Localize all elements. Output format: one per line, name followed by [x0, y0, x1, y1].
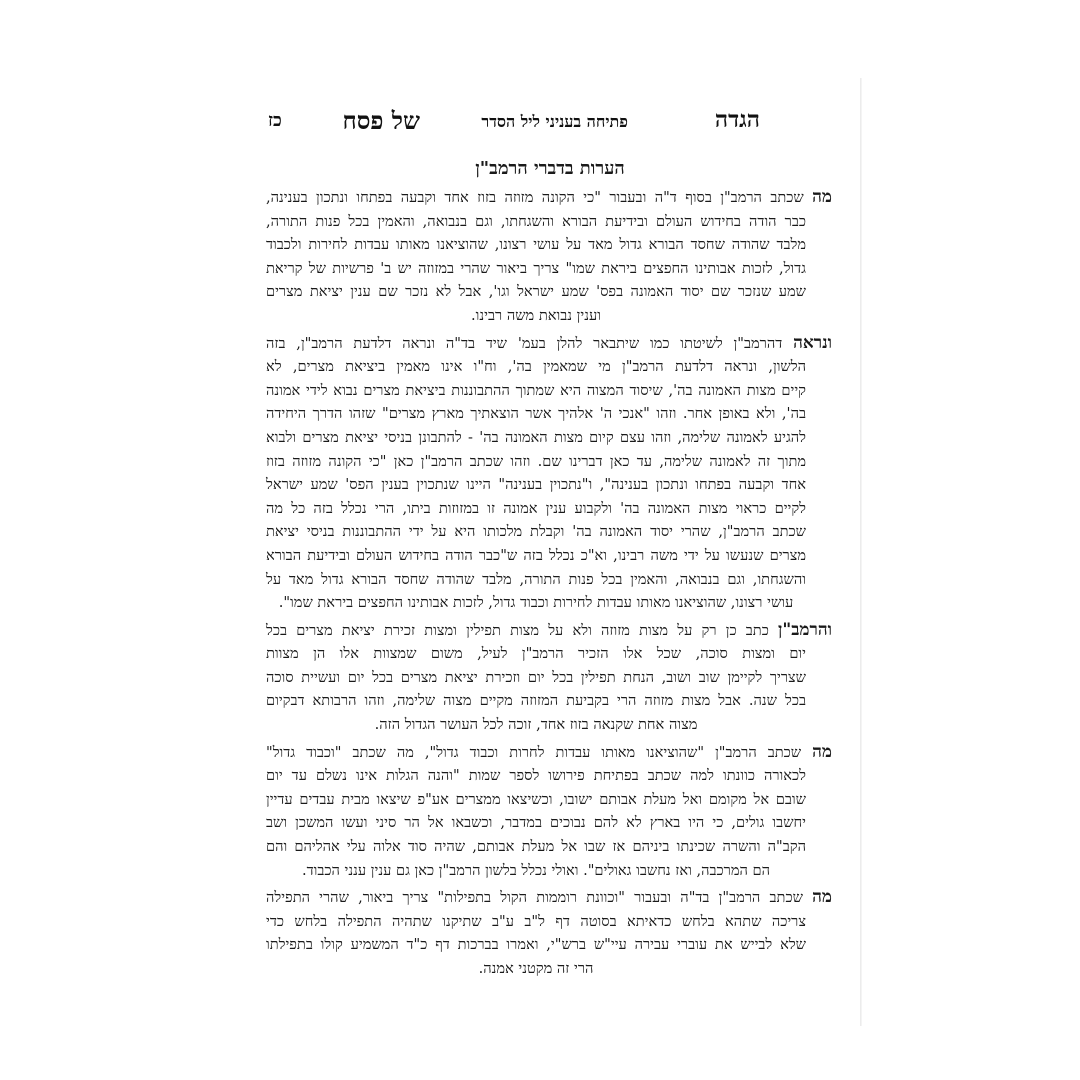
- text-line: [266, 835, 832, 859]
- paragraph: [266, 886, 832, 980]
- text-line: [266, 257, 832, 281]
- text-line: [266, 450, 832, 474]
- paragraph: [266, 619, 832, 737]
- line-text: שצריך לקיימן שוב ושוב, הנחת תפילין בכל יום וזכירת יציאת מצרים בכל יום ועשיית סוכה: [266, 668, 806, 686]
- text-line: [266, 355, 832, 379]
- line-text: צריכה שתהא בלחש כדאיתא בסוטה דף ל"ב ע"ב שתיקנו שתהיה התפילה בלחש כדי: [266, 912, 806, 930]
- header-book-subtitle: של פסח: [342, 106, 420, 135]
- line-text: שכתב הרמב"ן, שהרי יסוד האמונה בה' וקבלת מלכותו היא על ידי ההתבוננות בניסי יציאת: [266, 523, 806, 541]
- text-line: [266, 544, 832, 568]
- line-text: הלשון, ונראה דלדעת הרמב"ן מי שמאמין בה', וח"ו אינו מאמין ביציאת מצרים, לא: [266, 358, 806, 376]
- line-text: מצרים שנעשו על ידי משה רבינו, וא"כ נכלל בזה ש"כבר הודה בחידוש העולם ובידיעת הבורא: [266, 546, 806, 564]
- line-text: שמע שנזכר שם יסוד האמונה בפס' שמע ישראל וגו', אבל לא נזכר שם ענין יציאת מצרים: [266, 283, 806, 301]
- line-text: והשגחתו, וגם בנבואה, והאמין בכל פנות התורה, מלבד שהודה שחסד הבורא גדול מאד על: [266, 570, 806, 588]
- page-number: כז: [268, 110, 282, 131]
- paragraph-lead-word: ונראה: [793, 332, 832, 353]
- paragraph-lead-word: מה: [812, 887, 832, 908]
- line-text: עושי רצונו, שהוציאנו מאותו עבדות לחירות וכבוד גדול, לזכות אבותינו החפצים ביראת שמו".: [278, 594, 794, 612]
- header-book-title: הגדה: [714, 106, 760, 133]
- line-text: בה', ולא באופן אחר. וזהו "אנכי ה' אלהיך אשר הוצאתיך מארץ מצרים" שזהו הדרך היחידה: [266, 405, 806, 423]
- line-text: דהרמב"ן לשיטתו כמו שיתבאר להלן בעמ' שיד בד"ה ונראה דלדעת הרמב"ן, בזה: [266, 334, 783, 352]
- line-text: לכאורה כוונתו למה שכתב בפתיחת פירושו לספר שמות "והנה הגלות אינו נשלם עד יום: [266, 767, 806, 785]
- line-text: שובם אל מקומם ואל מעלת אבותם ישובו, וכשיצאו ממצרים אע"פ שיצאו מבית עבדים עדיין: [266, 790, 806, 808]
- text-line: [266, 520, 832, 544]
- text-line: [266, 741, 832, 765]
- line-text: להגיע לאמונה שלימה, וזהו עצם קיום מצות האמונה בה' - להתבונן בניסי יציאת מצרים ולבוא: [266, 428, 806, 446]
- paragraph-lead-word: מה: [812, 187, 832, 207]
- line-text: יום ומצות סוכה, שכל אלו הזכיר הרמב"ן לעיל, משום שמצוות אלו הן מצוות: [266, 645, 806, 663]
- text-line: [266, 426, 832, 450]
- text-line: [266, 591, 832, 615]
- text-line: [266, 788, 832, 812]
- line-text: אחד וקבעה בפתחו ונתכון בענינה", ו"נתכוין בענינה" היינו שנתכוין בענין הפס' שמע ישראל: [266, 476, 806, 494]
- section-title: הערות בדברי הרמב"ן: [475, 158, 625, 179]
- text-line: [266, 910, 832, 934]
- text-line: [266, 304, 832, 328]
- text-line: [266, 811, 832, 835]
- page-body: [266, 186, 832, 985]
- text-line: [266, 186, 832, 210]
- text-line: [266, 473, 832, 497]
- line-text: שכתב הרמב"ן בסוף ד"ה ובעבור "כי הקונה מזוזה בזוז אחד וקבעה בפתחו ונתכון בענינה,: [266, 189, 804, 206]
- text-line: [266, 568, 832, 592]
- text-line: [266, 764, 832, 788]
- text-line: [266, 642, 832, 666]
- line-text: גדול, לזכות אבותינו החפצים ביראת שמו" צריך ביאור שהרי במזוזה יש ב' פרשיות של קריאת: [266, 259, 806, 277]
- text-line: [266, 886, 832, 910]
- text-line: [266, 666, 832, 690]
- text-line: [266, 713, 832, 737]
- line-text: מתוך זה לאמונה שלימה, עד כאן דברינו שם. וזהו שכתב הרמב"ן כאן "כי הקונה מזוזה בזוז: [266, 452, 806, 470]
- text-line: [266, 859, 832, 883]
- paragraph: [266, 186, 832, 328]
- text-line: [266, 210, 832, 234]
- header-chapter-title: פתיחה בעניני ליל הסדר: [481, 112, 628, 131]
- line-text: מלבד שהודה שחסד הבורא גדול מאד על עושי רצונו, שהוציאנו מאותו עבדות לחירות ולכבוד: [266, 236, 806, 254]
- line-text: שכתב הרמב"ן בד"ה ובעבור "וכוונת רוממות הקול בתפילות" צריך ביאור, שהרי התפילה: [266, 889, 803, 907]
- paragraph-lead-word: והרמב"ן: [778, 619, 832, 640]
- running-header: [268, 106, 760, 140]
- paragraph: [266, 741, 832, 883]
- text-line: [266, 957, 832, 981]
- text-line: [266, 689, 832, 713]
- line-text: יחשבו גולים, כי היו בארץ לא להם נבוכים במדבר, וכשבאו אל הר סיני ועשו המשכן ושב: [266, 814, 806, 832]
- line-text: כבר הודה בחידוש העולם ובידיעת הבורא והשגחתו, וגם בנבואה, והאמין בכל פנות התורה,: [266, 212, 806, 230]
- paragraph: [266, 332, 832, 615]
- line-text: הרי זה מקטני אמנה.: [478, 960, 594, 977]
- line-text: הם המרכבה, ואז נחשבו גאולים". ואולי נכלל בלשון הרמב"ן כאן גם ענין ענני הכבוד.: [301, 861, 771, 879]
- text-line: [266, 619, 832, 643]
- line-text: לקיים כראוי מצות האמונה בה' ולקבוע ענין אמונה זו במזוזות ביתו, הרי נכלל בזה כל מה: [266, 499, 806, 517]
- line-text: כתב כן רק על מצות מזוזה ולא על מצות תפילין ומצות זכירת יציאת מצרים בכל: [266, 621, 769, 639]
- line-text: בכל שנה. אבל מצות מזוזה הרי בקביעת המזוזה מקיים מצוה שלימה, וזהו הרבותא דבקיום: [266, 692, 806, 710]
- text-line: [266, 332, 832, 356]
- text-line: [266, 933, 832, 957]
- text-line: [266, 233, 832, 257]
- line-text: שלא לבייש את עוברי עבירה עיי"ש ברש"י, ואמרו בברכות דף כ"ד המשמיע קולו בתפילתו: [266, 936, 806, 954]
- line-text: קיים מצות האמונה בה', שיסוד המצוה היא שמתוך ההתבוננות ביציאת מצרים נבוא לידי אמונה: [266, 381, 806, 399]
- line-text: הקב"ה והשרה שכינתו ביניהם אז שבו אל מעלת אבותם, שהיה סוד אלוה עלי אהליהם והם: [266, 838, 806, 856]
- line-text: מצוה אחת שקנאה בזוז אחד, זוכה לכל העושר הגדול הזה.: [374, 716, 698, 734]
- paragraph-lead-word: מה: [812, 741, 832, 762]
- text-line: [266, 497, 832, 521]
- text-line: [266, 280, 832, 304]
- text-line: [266, 402, 832, 426]
- line-text: שכתב הרמב"ן "שהוציאנו מאותו עבדות לחרות וכבוד גדול", מה שכתב "וכבוד גדול": [266, 743, 802, 761]
- text-line: [266, 379, 832, 403]
- line-text: וענין נבואת משה רבינו.: [471, 306, 601, 324]
